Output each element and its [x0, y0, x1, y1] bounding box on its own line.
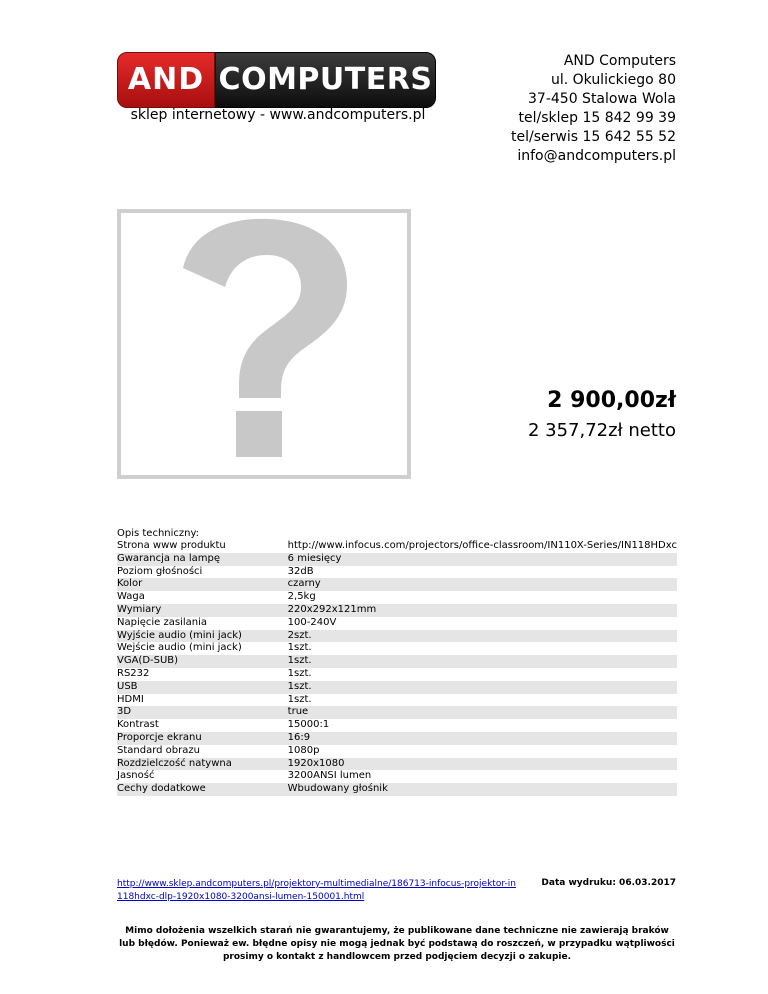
- spec-row: [117, 758, 677, 771]
- spec-value: 220x292x121mm: [288, 604, 677, 617]
- spec-key: Kontrast: [117, 719, 159, 731]
- spec-row: [117, 591, 677, 604]
- spec-key: 3D: [117, 706, 288, 719]
- spec-row: [117, 630, 677, 643]
- spec-key: Strona www produktu: [117, 540, 226, 551]
- spec-value: Wbudowany głośnik: [288, 783, 677, 796]
- logo-computers-text: COMPUTERS: [215, 52, 436, 108]
- store-address: [511, 52, 676, 166]
- spec-row: [117, 706, 677, 719]
- spec-key: Jasność: [117, 770, 155, 782]
- spec-value: 3200ANSI lumen: [287, 770, 372, 782]
- store-logo: [117, 52, 435, 108]
- spec-value: true: [288, 706, 677, 719]
- spec-value: 6 miesięcy: [288, 553, 677, 566]
- spec-key: RS232: [117, 667, 150, 679]
- spec-value: czarny: [288, 578, 677, 591]
- spec-value: 1szt.: [287, 642, 312, 654]
- spec-key: Proporcje ekranu: [117, 732, 288, 745]
- specs-section: [117, 527, 677, 796]
- spec-row: [117, 642, 677, 655]
- spec-key: Wejście audio (mini jack): [117, 642, 242, 654]
- spec-value: 32dB: [287, 565, 314, 577]
- address-city: 37-450 Stalowa Wola: [528, 91, 676, 107]
- spec-key: HDMI: [117, 693, 144, 705]
- store-tagline: sklep internetowy - www.andcomputers.pl: [130, 107, 426, 123]
- spec-row: [117, 566, 677, 579]
- spec-value: 1szt.: [287, 693, 312, 705]
- spec-key: Rozdzielczość natywna: [117, 758, 288, 771]
- product-image-placeholder: [117, 209, 411, 479]
- spec-value: 100-240V: [287, 616, 337, 628]
- spec-value: 1szt.: [288, 681, 677, 694]
- spec-key: VGA(D-SUB): [117, 655, 288, 668]
- address-company: AND Computers: [563, 53, 676, 69]
- spec-row: [117, 719, 677, 732]
- address-email: info@andcomputers.pl: [517, 148, 676, 164]
- spec-row: [117, 617, 677, 630]
- disclaimer-text: Mimo dołożenia wszelkich starań nie gwarantujemy, że publikowane dane techniczne nie zawierają braków lub błędów. Ponieważ ew. błędne opisy nie mogą jednak być podstawą do roszczeń, w przypadku wątpliwości prosimy o kontakt z handlowcem przed podjęciem decyzji o zakupie.: [119, 926, 675, 962]
- logo-and-text: AND: [117, 52, 215, 108]
- spec-row: [117, 770, 677, 783]
- spec-row: [117, 732, 677, 745]
- spec-row: [117, 540, 677, 553]
- price-net: 2 357,72zł netto: [527, 420, 676, 441]
- spec-key: USB: [117, 681, 288, 694]
- spec-row: [117, 745, 677, 758]
- spec-value: 2szt.: [288, 630, 677, 643]
- print-date: Data wydruku: 06.03.2017: [541, 878, 676, 888]
- spec-value: 2,5kg: [287, 591, 316, 603]
- spec-value: 1080p: [287, 744, 320, 756]
- specs-title: Opis techniczny:: [117, 528, 200, 539]
- spec-key: Kolor: [117, 578, 288, 591]
- address-phone-shop: tel/sklep 15 842 99 39: [518, 110, 676, 126]
- spec-value: 1920x1080: [288, 758, 677, 771]
- spec-key: Wymiary: [117, 604, 288, 617]
- spec-row: [117, 604, 677, 617]
- specs-table: [117, 540, 677, 796]
- address-phone-service: tel/serwis 15 642 55 52: [511, 129, 676, 145]
- address-street: ul. Okulickiego 80: [550, 72, 676, 88]
- spec-row: [117, 578, 677, 591]
- spec-value: 1szt.: [287, 667, 312, 679]
- spec-row: [117, 694, 677, 707]
- product-url-link[interactable]: http://www.sklep.andcomputers.pl/projektory-multimedialne/186713-infocus-projektor-in118hdxc-dlp-1920x1080-3200ansi-lumen-150001.html: [117, 879, 516, 902]
- spec-key: Napięcie zasilania: [117, 616, 208, 628]
- spec-value: 1szt.: [288, 655, 677, 668]
- question-mark-placeholder-icon: [121, 213, 407, 475]
- spec-row: [117, 681, 677, 694]
- price-gross: 2 900,00zł: [547, 388, 676, 413]
- spec-key: Poziom głośności: [117, 565, 203, 577]
- spec-key: Gwarancja na lampę: [117, 553, 288, 566]
- spec-key: Wyjście audio (mini jack): [117, 630, 288, 643]
- spec-value: 16:9: [288, 732, 677, 745]
- spec-value: http://www.infocus.com/projectors/office-classroom/IN110X-Series/IN118HDxc: [287, 540, 677, 551]
- spec-key: Standard obrazu: [117, 744, 200, 756]
- spec-row: [117, 783, 677, 796]
- spec-row: [117, 655, 677, 668]
- spec-row: [117, 553, 677, 566]
- spec-key: Cechy dodatkowe: [117, 783, 288, 796]
- spec-key: Waga: [117, 591, 145, 603]
- spec-row: [117, 668, 677, 681]
- price-block: [528, 388, 676, 442]
- spec-value: 15000:1: [287, 719, 330, 731]
